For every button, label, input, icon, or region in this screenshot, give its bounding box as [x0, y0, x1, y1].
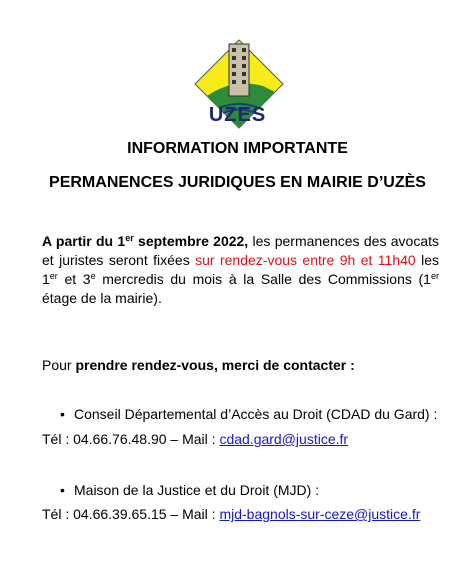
email-link[interactable]: mjd-bagnols-sur-ceze@justice.fr — [219, 506, 421, 522]
schedule-highlight: sur rendez-vous entre 9h et 11h40 — [195, 252, 416, 268]
contact-intro: Pour prendre rendez-vous, merci de contacter : — [42, 357, 355, 373]
email-link[interactable]: cdad.gard@justice.fr — [219, 431, 349, 447]
page-subtitle: PERMANENCES JURIDIQUES EN MAIRIE D’UZÈS — [49, 174, 426, 191]
contact-line: Tél : 04.66.39.65.15 – Mail : mjd-bagnols-sur-ceze@justice.fr — [42, 506, 421, 522]
logo-text: UZES — [208, 104, 267, 126]
list-item: • Maison de la Justice et du Droit (MJD) : — [60, 482, 320, 498]
list-item: • Conseil Départemental d’Accès au Droit (CDAD du Gard) : — [60, 406, 438, 422]
info-paragraph: A partir du 1er septembre 2022, les permanences des avocats et juristes seront fixées sur rendez-vous entre 9h et 11h40 les 1er et 3e mercredis du mois à la Salle des Commissions (1er étage de la mairie). — [42, 233, 440, 306]
page-title: INFORMATION IMPORTANTE — [127, 140, 348, 157]
contact-line: Tél : 04.66.76.48.90 – Mail : cdad.gard@justice.fr — [42, 431, 349, 447]
